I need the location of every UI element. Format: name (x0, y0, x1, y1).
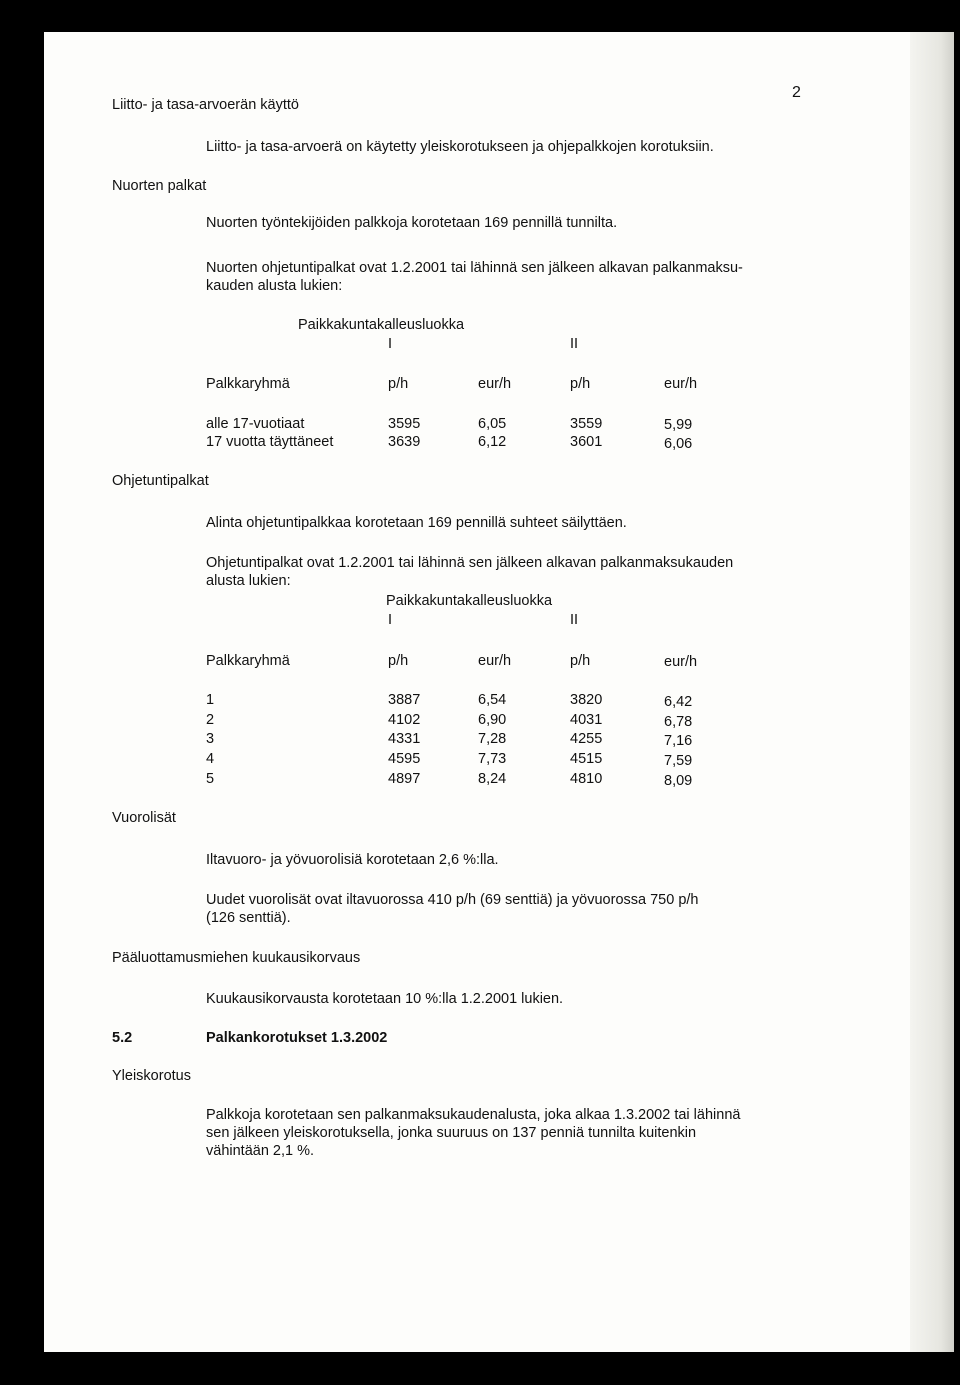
page-number: 2 (792, 84, 801, 101)
ohjetunti-text-1: Alinta ohjetuntipalkkaa korotetaan 169 pennillä suhteet säilyttäen. (206, 515, 627, 531)
side-label-vuorolisat: Vuorolisät (112, 810, 176, 826)
table-cell: 3601 (570, 434, 603, 450)
paaluottamus-text: Kuukausikorvausta korotetaan 10 %:lla 1.2.2001 lukien. (206, 991, 564, 1007)
yleiskorotus-line-3: vähintään 2,1 %. (206, 1143, 315, 1159)
table-cell: 3639 (388, 434, 421, 450)
table-cell: 1 (206, 692, 215, 708)
table-cell: 4 (206, 751, 215, 767)
table-cell: 5 (206, 771, 215, 787)
table-cell: 6,12 (478, 434, 507, 450)
table-class-2: II (570, 336, 579, 352)
side-label-nuorten: Nuorten palkat (112, 178, 207, 194)
table-cell: 3559 (570, 416, 603, 432)
table-cell: alle 17-vuotiaat (206, 416, 305, 432)
table-cell: 6,90 (478, 712, 507, 728)
table-class-1: I (388, 336, 393, 352)
table-cell: 3 (206, 731, 215, 747)
table-cell: 4255 (570, 731, 603, 747)
table-cell: 4102 (388, 712, 421, 728)
table-group-header: Paikkakuntakalleusluokka (298, 317, 465, 333)
document-page (44, 32, 910, 1352)
table-header-ph-2: p/h (570, 653, 591, 669)
vuorolisat-text-1: Iltavuoro- ja yövuorolisiä korotetaan 2,6 %:lla. (206, 852, 499, 868)
table-header-palkkaryhma: Palkkaryhmä (206, 653, 290, 669)
vuorolisat-text-2-line-1: Uudet vuorolisät ovat iltavuorossa 410 p/h (69 senttiä) ja yövuorossa 750 p/h (206, 892, 699, 908)
page-edge-shadow (910, 32, 954, 1352)
table-header-ph-1: p/h (388, 653, 409, 669)
section-title: Palkankorotukset 1.3.2002 (206, 1030, 388, 1046)
table-header-ph-1: p/h (388, 376, 409, 392)
table-cell: 2 (206, 712, 215, 728)
table-cell: 7,16 (664, 733, 693, 749)
liitto-text: Liitto- ja tasa-arvoerä on käytetty yleiskorotukseen ja ohjepalkkojen korotuksiin. (206, 139, 714, 155)
table-cell: 8,09 (664, 773, 693, 789)
yleiskorotus-line-1: Palkkoja korotetaan sen palkanmaksukaudenalusta, joka alkaa 1.3.2002 tai lähinnä (206, 1107, 741, 1123)
table-cell: 7,73 (478, 751, 507, 767)
table-header-eurh-1: eur/h (478, 376, 512, 392)
table-cell: 4595 (388, 751, 421, 767)
table-header-eurh-2: eur/h (664, 654, 698, 670)
table-cell: 7,28 (478, 731, 507, 747)
table-cell: 3887 (388, 692, 421, 708)
nuorten-text-2-line-2: kauden alusta lukien: (206, 278, 343, 294)
table-cell: 5,99 (664, 417, 693, 433)
table-cell: 6,06 (664, 436, 693, 452)
table-cell: 6,78 (664, 714, 693, 730)
table-class-2: II (570, 612, 579, 628)
table-cell: 8,24 (478, 771, 507, 787)
table-group-header: Paikkakuntakalleusluokka (386, 593, 553, 609)
table-header-eurh-1: eur/h (478, 653, 512, 669)
side-label-yleiskorotus: Yleiskorotus (112, 1068, 191, 1084)
ohjetunti-text-2-line-2: alusta lukien: (206, 573, 291, 589)
table-cell: 4897 (388, 771, 421, 787)
table-header-palkkaryhma: Palkkaryhmä (206, 376, 290, 392)
section-number: 5.2 (112, 1030, 133, 1046)
table-cell: 4515 (570, 751, 603, 767)
table-cell: 4810 (570, 771, 603, 787)
table-cell: 7,59 (664, 753, 693, 769)
table-cell: 6,54 (478, 692, 507, 708)
side-label-ohjetunti: Ohjetuntipalkat (112, 473, 209, 489)
ohjetunti-text-2-line-1: Ohjetuntipalkat ovat 1.2.2001 tai lähinnä sen jälkeen alkavan palkanmaksukauden (206, 555, 734, 571)
table-cell: 6,05 (478, 416, 507, 432)
nuorten-text-2-line-1: Nuorten ohjetuntipalkat ovat 1.2.2001 tai lähinnä sen jälkeen alkavan palkanmaksu- (206, 260, 743, 276)
table-cell: 3595 (388, 416, 421, 432)
table-cell: 4031 (570, 712, 603, 728)
yleiskorotus-line-2: sen jälkeen yleiskorotuksella, jonka suuruus on 137 penniä tunnilta kuitenkin (206, 1125, 697, 1141)
table-cell: 6,42 (664, 694, 693, 710)
table-header-eurh-2: eur/h (664, 376, 698, 392)
table-header-ph-2: p/h (570, 376, 591, 392)
table-cell: 3820 (570, 692, 603, 708)
nuorten-text-1: Nuorten työntekijöiden palkkoja korotetaan 169 pennillä tunnilta. (206, 215, 618, 231)
vuorolisat-text-2-line-2: (126 senttiä). (206, 910, 291, 926)
side-label-paaluottamus: Pääluottamusmiehen kuukausikorvaus (112, 950, 361, 966)
table-cell: 17 vuotta täyttäneet (206, 434, 334, 450)
table-class-1: I (388, 612, 393, 628)
side-label-liitto: Liitto- ja tasa-arvoerän käyttö (112, 97, 299, 113)
table-cell: 4331 (388, 731, 421, 747)
